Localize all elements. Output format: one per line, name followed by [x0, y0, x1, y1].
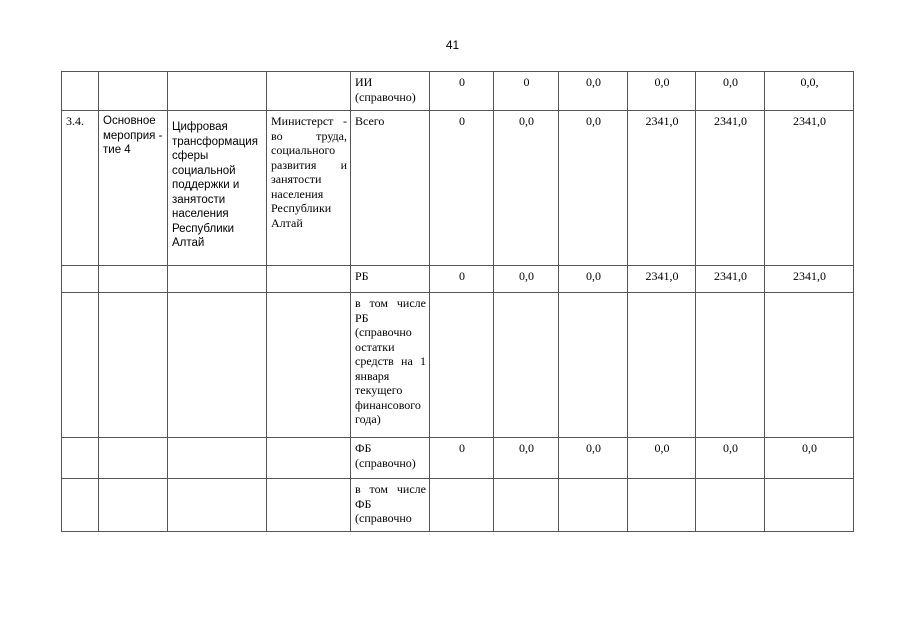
measure-name-cell [168, 479, 267, 532]
row-number-cell [62, 293, 99, 438]
value-cell [696, 293, 765, 438]
measure-type-cell: Основное мероприя - тие 4 [99, 111, 168, 266]
table-row [62, 111, 854, 266]
measure-type-cell [99, 438, 168, 479]
value-cell: 0,0 [559, 266, 628, 293]
measure-type-cell [99, 72, 168, 111]
row-number-cell [62, 479, 99, 532]
executor-cell [267, 438, 351, 479]
measure-type-cell [99, 266, 168, 293]
table-row [62, 438, 854, 479]
value-cell: 0 [430, 438, 494, 479]
executor-cell [267, 479, 351, 532]
value-cell [430, 293, 494, 438]
funding-source-cell: Всего [351, 111, 430, 266]
value-cell [628, 479, 696, 532]
funding-source-cell: РБ [351, 266, 430, 293]
value-cell: 0,0 [696, 72, 765, 111]
funding-source-cell: в том числе РБ (справочно остатки средств на 1 января текущего финансового года) [351, 293, 430, 438]
row-number-cell [62, 438, 99, 479]
value-cell [494, 293, 559, 438]
row-number-cell [62, 72, 99, 111]
value-cell: 0 [430, 111, 494, 266]
table-row [62, 293, 854, 438]
value-cell [430, 479, 494, 532]
measure-name-cell [168, 111, 267, 266]
value-cell [494, 479, 559, 532]
executor-cell [267, 72, 351, 111]
funding-table [61, 71, 854, 532]
measure-name-cell [168, 438, 267, 479]
value-cell [696, 479, 765, 532]
executor-cell: Министерст - во труда, социального развития и занятости населения Республики Алтай [267, 111, 351, 266]
measure-type-cell [99, 293, 168, 438]
value-cell: 0,0 [559, 111, 628, 266]
measure-name-cell [168, 266, 267, 293]
value-cell: 0,0 [559, 72, 628, 111]
value-cell: 2341,0 [696, 266, 765, 293]
row-number-cell [62, 266, 99, 293]
value-cell: 2341,0 [765, 266, 854, 293]
page-number: 41 [445, 38, 460, 52]
executor-cell [267, 293, 351, 438]
value-cell: 0 [430, 266, 494, 293]
value-cell: 0,0 [628, 72, 696, 111]
measure-name-text: Цифровая трансформация сферы социальной поддержки и занятости населения Республики Алтай [172, 121, 258, 249]
funding-source-cell: ФБ (справочно) [351, 438, 430, 479]
table-row [62, 266, 854, 293]
value-cell [559, 479, 628, 532]
funding-source-cell: в том числе ФБ (справочно [351, 479, 430, 532]
measure-type-cell [99, 479, 168, 532]
value-cell [765, 293, 854, 438]
value-cell: 0 [494, 72, 559, 111]
value-cell: 0 [430, 72, 494, 111]
value-cell: 2341,0 [628, 111, 696, 266]
value-cell: 2341,0 [696, 111, 765, 266]
value-cell: 2341,0 [628, 266, 696, 293]
value-cell: 0,0 [628, 438, 696, 479]
value-cell [559, 293, 628, 438]
table-row [62, 72, 854, 111]
row-number-cell: 3.4. [62, 111, 99, 266]
funding-source-cell: ИИ (справочно) [351, 72, 430, 111]
value-cell: 0,0 [494, 111, 559, 266]
value-cell: 0,0 [765, 438, 854, 479]
value-cell: 0,0 [559, 438, 628, 479]
table-row [62, 479, 854, 532]
executor-cell [267, 266, 351, 293]
measure-name-cell [168, 293, 267, 438]
value-cell: 0,0 [494, 438, 559, 479]
value-cell: 0,0 [696, 438, 765, 479]
value-cell: 2341,0 [765, 111, 854, 266]
value-cell: 0,0 [494, 266, 559, 293]
value-cell [765, 479, 854, 532]
measure-name-cell [168, 72, 267, 111]
value-cell [628, 293, 696, 438]
value-cell: 0,0, [765, 72, 854, 111]
